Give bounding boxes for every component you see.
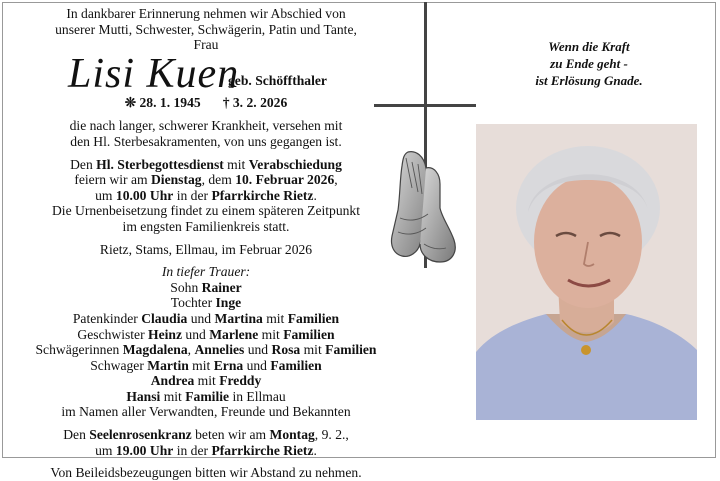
text: um (95, 442, 116, 458)
life-dates (6, 95, 406, 111)
service-day: Dienstag (150, 172, 202, 188)
text: mit (258, 326, 284, 342)
mourners-all: im Namen aller Verwandten, Freunde und Bekannten (61, 404, 351, 420)
mourner-name: Inge (215, 295, 242, 311)
text: Tochter (170, 295, 216, 311)
text: feiern wir am (74, 172, 151, 188)
text: , (187, 342, 195, 358)
service-text (6, 157, 406, 235)
birth-date: ❊ 28. 1. 1945 (124, 94, 201, 110)
cross-horizontal-bar (374, 104, 476, 107)
rosary-day: Montag (269, 427, 315, 443)
text: Geschwister (77, 326, 149, 342)
mourner-name: Heinz (148, 326, 182, 342)
mourner-name: Freddy (219, 373, 262, 389)
text: und (187, 310, 215, 326)
place-date: Rietz, Stams, Ellmau, im Februar 2026 (99, 241, 313, 257)
mourner-name: Martin (147, 357, 189, 373)
urn-text: im engsten Familienkreis statt. (122, 218, 290, 234)
text: und (244, 342, 272, 358)
passing-line: die nach langer, schwerer Krankheit, versehen mit (69, 118, 343, 134)
text: mit (160, 388, 186, 404)
text: mit (194, 373, 220, 389)
farewell: Verabschiedung (248, 156, 342, 172)
text: , (334, 172, 338, 188)
mourner-name: Marlene (209, 326, 259, 342)
rosary-text (6, 427, 406, 458)
text: , 9. 2., (314, 427, 349, 443)
service-time: 10.00 Uhr (115, 187, 174, 203)
name-row (6, 50, 406, 97)
intro-line: unserer Mutti, Schwester, Schwägerin, Patin und Tante, (55, 21, 357, 37)
praying-hands-icon (380, 148, 470, 266)
quote-line: Wenn die Kraft (548, 39, 630, 54)
urn-text: Die Urnenbeisetzung findet zu einem späteren Zeitpunkt (51, 203, 361, 219)
mourners-heading: In tiefer Trauer: (161, 264, 251, 280)
text: mit (262, 310, 288, 326)
intro-line: In dankbarer Erinnerung nehmen wir Abschied von (66, 6, 346, 21)
memorial-quote (478, 38, 700, 89)
text: in der (173, 442, 212, 458)
text: Den (70, 156, 97, 172)
text: Den (63, 427, 90, 443)
closing-text: Von Beileidsbezeugungen bitten wir Abstand zu nehmen. (50, 465, 362, 481)
mourner-name: Annelies (194, 342, 245, 358)
passing-line: den Hl. Sterbesakramenten, von uns gegangen ist. (70, 133, 342, 149)
mourner-name: Familien (287, 310, 340, 326)
notice-text-column (6, 6, 406, 481)
text: . (313, 187, 317, 203)
text: . (313, 442, 317, 458)
service-church: Pfarrkirche Rietz (211, 187, 314, 203)
deceased-name: Lisi Kuen (68, 50, 240, 97)
mourner-name: Familie (185, 388, 230, 404)
text: mit (300, 342, 326, 358)
rosary-church: Pfarrkirche Rietz (211, 442, 314, 458)
mourner-name: Familien (325, 342, 377, 358)
mourner-name: Rosa (271, 342, 301, 358)
mourner-name: Martina (214, 310, 263, 326)
death-date: † 3. 2. 2026 (222, 94, 288, 110)
text: und (243, 357, 271, 373)
mourner-name: Claudia (141, 310, 188, 326)
quote-line: ist Erlösung Gnade. (535, 73, 643, 88)
text: Schwägerinnen (35, 342, 123, 358)
text: beten wir am (191, 427, 270, 443)
mourner-name: Rainer (201, 279, 242, 295)
text: mit (188, 357, 214, 373)
born-name: geb. Schöffthaler (228, 72, 327, 88)
text: in der (173, 187, 212, 203)
text: Schwager (90, 357, 148, 373)
mourner-name: Familien (270, 357, 322, 373)
mourners-list (6, 264, 406, 420)
text: Sohn (170, 279, 202, 295)
mourner-name: Erna (213, 357, 244, 373)
rosary-time: 19.00 Uhr (115, 442, 174, 458)
mourner-name: Familien (283, 326, 335, 342)
portrait-photo (476, 124, 697, 420)
mourner-name: Magdalena (122, 342, 188, 358)
text: , dem (201, 172, 236, 188)
intro-line: Frau (193, 37, 219, 53)
quote-line: zu Ende geht - (550, 56, 628, 71)
text: in Ellmau (229, 388, 286, 404)
mourner-name: Hansi (126, 388, 161, 404)
service-date: 10. Februar 2026 (235, 172, 335, 188)
text: Patenkinder (72, 310, 142, 326)
text: mit (223, 156, 249, 172)
passing-text (6, 118, 406, 149)
text: um (95, 187, 116, 203)
intro-text (6, 6, 406, 53)
mourner-name: Andrea (150, 373, 195, 389)
text: und (182, 326, 210, 342)
service-name: Hl. Sterbegottesdienst (96, 156, 224, 172)
rosary-name: Seelenrosenkranz (89, 427, 192, 443)
